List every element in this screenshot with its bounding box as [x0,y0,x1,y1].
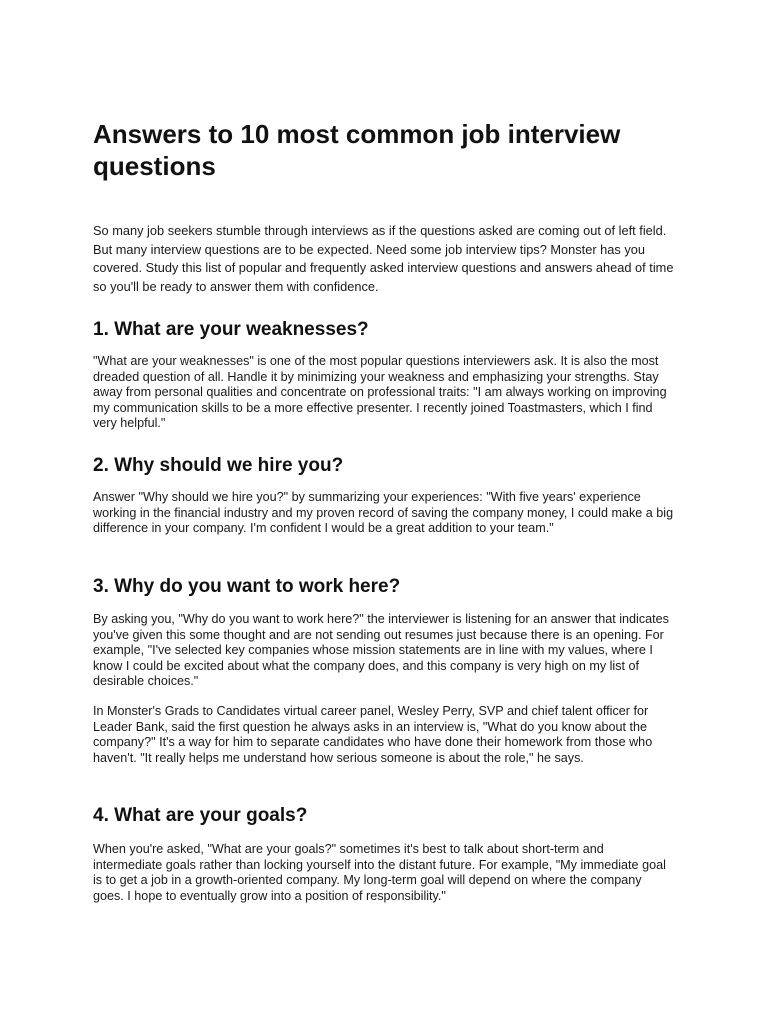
section-paragraph-goals: When you're asked, "What are your goals?" sometimes it's best to talk about short-term and intermediate goals rather than locking yourself into the distant future. For example, "My immediate goal is to get a job in a growth-oriented company. My long-term goal will depend on where the company goes. I hope to eventually grow into a position of responsibility." [93,842,666,903]
section-paragraph-why-work-here-1: By asking you, "Why do you want to work here?" the interviewer is listening for an answer that indicates you've given this some thought and are not sending out resumes just because there is an opening. For example, "I've selected key companies whose mission statements are in line with my values, where I know I could be excited about what the company does, and this company is very high on my list of desirable choices." [93,612,669,689]
intro-paragraph: So many job seekers stumble through interviews as if the questions asked are coming out of left field. But many interview questions are to be expected. Need some job interview tips? Monster has you covered. Study this list of popular and frequently asked interview questions and answers ahead of time so you'll be ready to answer them with confidence. [93,223,674,294]
section-heading-goals: 4. What are your goals? [93,805,308,826]
section-paragraph-why-hire: Answer "Why should we hire you?" by summarizing your experiences: "With five years' experience working in the financial industry and my proven record of saving the company money, I could make a big difference in your company. I'm confident I would be a great addition to your team." [93,490,674,536]
section-heading-weaknesses: 1. What are your weaknesses? [93,319,369,340]
section-heading-why-work-here: 3. Why do you want to work here? [93,576,401,597]
section-paragraph-weaknesses: "What are your weaknesses" is one of the most popular questions interviewers ask. It is also the most dreaded question of all. Handle it by minimizing your weakness and emphasizing your strengths. Stay away from personal qualities and concentrate on professional traits: "I am always working on improving my communication skills to be a more effective presenter. I recently joined Toastmasters, which I find very helpful." [93,354,667,431]
document-title: Answers to 10 most common job interview questions [93,119,621,181]
section-heading-why-hire: 2. Why should we hire you? [93,455,344,476]
section-paragraph-why-work-here-2: In Monster's Grads to Candidates virtual career panel, Wesley Perry, SVP and chief talent officer for Leader Bank, said the first question he always asks in an interview is, "What do you know about the company?" It's a way for him to separate candidates who have done their homework from those who haven't. "It really helps me understand how serious someone is about the role," he says. [93,704,653,765]
